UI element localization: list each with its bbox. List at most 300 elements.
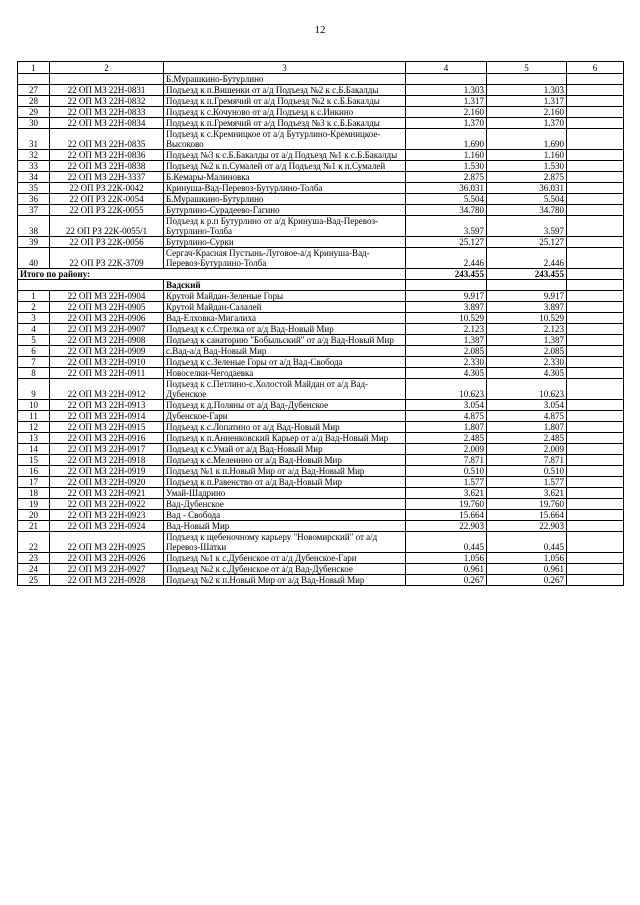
length-col4: 1.370	[406, 118, 487, 129]
table-row	[18, 85, 624, 96]
road-id-code: 22 ОП РЗ 22К-0055	[50, 205, 164, 216]
district-total-row	[18, 269, 624, 280]
table-row	[18, 379, 624, 400]
row-number: 3	[18, 313, 50, 324]
length-col5: 5.504	[487, 194, 567, 205]
row-number: 16	[18, 466, 50, 477]
length-col5: 2.123	[487, 324, 567, 335]
length-col5: 1.303	[487, 85, 567, 96]
length-col6	[567, 444, 624, 455]
road-name: Подъезд к с.Петлино-с.Холостой Майдан от а/д Вад-Дубенское	[164, 379, 406, 400]
road-id-code: 22 ОП МЗ 22Н-0910	[50, 357, 164, 368]
row-number: 37	[18, 205, 50, 216]
road-name: Подъезд к с.Зеленые Горы от а/д Вад-Свобода	[164, 357, 406, 368]
length-col4: 1.056	[406, 553, 487, 564]
length-col6	[567, 107, 624, 118]
length-col4: 1.530	[406, 161, 487, 172]
total-value-col5: 243.455	[487, 269, 567, 280]
table-row	[18, 107, 624, 118]
length-col5: 2.009	[487, 444, 567, 455]
row-number: 22	[18, 532, 50, 553]
length-col6	[567, 313, 624, 324]
total-value-col6	[567, 269, 624, 280]
row-number: 15	[18, 455, 50, 466]
page-number: 12	[314, 24, 326, 36]
row-number: 12	[18, 422, 50, 433]
road-name: Кринуша-Вад-Перевоз-Бутурлино-Толба	[164, 183, 406, 194]
length-col4: 2.330	[406, 357, 487, 368]
length-col4: 1.387	[406, 335, 487, 346]
length-col6	[567, 433, 624, 444]
length-col6	[567, 96, 624, 107]
road-name: Подъезд к д.Поляны от а/д Вад-Дубенское	[164, 400, 406, 411]
length-col5: 10.623	[487, 379, 567, 400]
length-col4: 1.160	[406, 150, 487, 161]
road-name: Подъезд к р.п Бутурлино от а/д Кринуша-Вад-Перевоз-Бутурлино-Толба	[164, 216, 406, 237]
length-col5: 3.897	[487, 302, 567, 313]
table-row	[18, 291, 624, 302]
length-col6	[567, 455, 624, 466]
road-id-code: 22 ОП МЗ 22Н-0917	[50, 444, 164, 455]
road-id-code: 22 ОП МЗ 22Н-0918	[50, 455, 164, 466]
road-name: Крутой Майдан-Салалей	[164, 302, 406, 313]
row-number: 30	[18, 118, 50, 129]
row-number: 28	[18, 96, 50, 107]
road-id-code: 22 ОП МЗ 22Н-3337	[50, 172, 164, 183]
length-col5: 4.305	[487, 368, 567, 379]
length-col4: 22.903	[406, 521, 487, 532]
district-blank-cell	[18, 280, 164, 291]
length-col5: 1.387	[487, 335, 567, 346]
length-col6	[567, 422, 624, 433]
district-header-row	[18, 280, 624, 291]
row-number: 17	[18, 477, 50, 488]
length-col4: 7.871	[406, 455, 487, 466]
row-number: 27	[18, 85, 50, 96]
length-col6	[567, 346, 624, 357]
table-row	[18, 335, 624, 346]
length-col4: 0.445	[406, 532, 487, 553]
district-blank-cell	[406, 280, 487, 291]
road-id-code: 22 ОП МЗ 22Н-0919	[50, 466, 164, 477]
length-col5: 0.445	[487, 532, 567, 553]
road-name: Б.Кемары-Малиновка	[164, 172, 406, 183]
length-col4: 1.807	[406, 422, 487, 433]
column-number-2: 2	[50, 62, 164, 74]
table-row	[18, 129, 624, 150]
table-row	[18, 216, 624, 237]
column-number-1: 1	[18, 62, 50, 74]
table-row	[18, 575, 624, 586]
table-row	[18, 532, 624, 553]
row-number: 7	[18, 357, 50, 368]
row-number: 14	[18, 444, 50, 455]
length-col4: 2.160	[406, 107, 487, 118]
row-number: 8	[18, 368, 50, 379]
road-id-code: 22 ОП МЗ 22Н-0916	[50, 433, 164, 444]
row-number: 20	[18, 510, 50, 521]
length-col4: 1.317	[406, 96, 487, 107]
road-id-code: 22 ОП МЗ 22Н-0911	[50, 368, 164, 379]
length-col5: 2.085	[487, 346, 567, 357]
table-row	[18, 172, 624, 183]
length-col5: 22.903	[487, 521, 567, 532]
table-row	[18, 564, 624, 575]
length-col5: 2.875	[487, 172, 567, 183]
road-id-code: 22 ОП МЗ 22Н-0838	[50, 161, 164, 172]
length-col5: 1.160	[487, 150, 567, 161]
length-col4: 4.305	[406, 368, 487, 379]
district-name: Вадский	[164, 280, 406, 291]
road-id-code: 22 ОП РЗ 22К-3709	[50, 248, 164, 269]
table-row	[18, 161, 624, 172]
road-name: Подъезд к п.Анненковский Карьер от а/д Вад-Новый Мир	[164, 433, 406, 444]
length-col4: 3.597	[406, 216, 487, 237]
length-col6	[567, 205, 624, 216]
length-col6	[567, 237, 624, 248]
table-row	[18, 477, 624, 488]
length-col5: 2.330	[487, 357, 567, 368]
length-col6	[567, 466, 624, 477]
length-col6	[567, 499, 624, 510]
length-col4: 3.897	[406, 302, 487, 313]
table-row	[18, 346, 624, 357]
row-number: 31	[18, 129, 50, 150]
road-id-code: 22 ОП РЗ 22К-0054	[50, 194, 164, 205]
length-col4: 0.267	[406, 575, 487, 586]
road-name: Подъезд №1 к п.Новый Мир от а/д Вад-Новый Мир	[164, 466, 406, 477]
row-number: 2	[18, 302, 50, 313]
row-number: 4	[18, 324, 50, 335]
road-id-code: 22 ОП МЗ 22Н-0836	[50, 150, 164, 161]
road-id-code: 22 ОП МЗ 22Н-0905	[50, 302, 164, 313]
length-col6	[567, 368, 624, 379]
table-row	[18, 74, 624, 85]
length-col4: 0.510	[406, 466, 487, 477]
table-row	[18, 248, 624, 269]
row-number: 6	[18, 346, 50, 357]
road-id-code: 22 ОП МЗ 22Н-0833	[50, 107, 164, 118]
length-col4	[406, 74, 487, 85]
table-row	[18, 368, 624, 379]
column-number-3: 3	[164, 62, 406, 74]
road-id-code: 22 ОП МЗ 22Н-0914	[50, 411, 164, 422]
road-id-code: 22 ОП МЗ 22Н-0926	[50, 553, 164, 564]
road-name: Подъезд к п.Вишенки от а/д Подъезд №2 к с.Б.Бакалды	[164, 85, 406, 96]
column-number-4: 4	[406, 62, 487, 74]
length-col6	[567, 150, 624, 161]
road-name: Подъезд к с.Кочуново от а/д Подъезд к с.Инкино	[164, 107, 406, 118]
length-col6	[567, 564, 624, 575]
roads-table	[17, 61, 624, 586]
road-id-code: 22 ОП МЗ 22Н-0920	[50, 477, 164, 488]
length-col4: 15.664	[406, 510, 487, 521]
length-col6	[567, 488, 624, 499]
table-row	[18, 444, 624, 455]
road-name: Новоселки-Чегодаевка	[164, 368, 406, 379]
length-col5: 36.031	[487, 183, 567, 194]
row-number: 40	[18, 248, 50, 269]
length-col6	[567, 532, 624, 553]
total-value-col4: 243.455	[406, 269, 487, 280]
road-id-code: 22 ОП МЗ 22Н-0924	[50, 521, 164, 532]
length-col6	[567, 575, 624, 586]
road-name: Б.Мурашкино-Бутурлино	[164, 74, 406, 85]
table-row	[18, 183, 624, 194]
length-col6	[567, 379, 624, 400]
road-id-code: 22 ОП МЗ 22Н-0908	[50, 335, 164, 346]
length-col4: 1.690	[406, 129, 487, 150]
length-col4: 4.875	[406, 411, 487, 422]
roads-table-body	[18, 62, 624, 586]
road-id-code: 22 ОП МЗ 22Н-0922	[50, 499, 164, 510]
length-col4: 0.961	[406, 564, 487, 575]
length-col6	[567, 216, 624, 237]
length-col4: 34.780	[406, 205, 487, 216]
column-number-5: 5	[487, 62, 567, 74]
row-number: 25	[18, 575, 50, 586]
length-col4: 3.054	[406, 400, 487, 411]
road-name: Вад-Елховка-Мигалиха	[164, 313, 406, 324]
row-number: 13	[18, 433, 50, 444]
row-number: 21	[18, 521, 50, 532]
length-col4: 36.031	[406, 183, 487, 194]
length-col4: 10.623	[406, 379, 487, 400]
length-col6	[567, 357, 624, 368]
road-name: Подъезд к с.Стрелка от а/д Вад-Новый Мир	[164, 324, 406, 335]
road-name: Вад - Свобода	[164, 510, 406, 521]
length-col4: 19.760	[406, 499, 487, 510]
road-name: Вад-Новый Мир	[164, 521, 406, 532]
length-col5: 1.690	[487, 129, 567, 150]
table-row	[18, 433, 624, 444]
row-number: 10	[18, 400, 50, 411]
length-col6	[567, 129, 624, 150]
length-col5: 10.529	[487, 313, 567, 324]
road-name: Подъезд к с.Кремницкое от а/д Бутурлино-Кремницкое-Высоково	[164, 129, 406, 150]
length-col5: 0.510	[487, 466, 567, 477]
row-number: 5	[18, 335, 50, 346]
row-number: 36	[18, 194, 50, 205]
length-col6	[567, 74, 624, 85]
row-number: 35	[18, 183, 50, 194]
road-id-code: 22 ОП МЗ 22Н-0904	[50, 291, 164, 302]
table-row	[18, 411, 624, 422]
length-col6	[567, 521, 624, 532]
length-col6	[567, 324, 624, 335]
table-row	[18, 205, 624, 216]
road-id-code: 22 ОП РЗ 22К-0055/1	[50, 216, 164, 237]
length-col5: 2.446	[487, 248, 567, 269]
row-number: 11	[18, 411, 50, 422]
road-id-code: 22 ОП МЗ 22Н-0832	[50, 96, 164, 107]
length-col5: 7.871	[487, 455, 567, 466]
length-col5: 9.917	[487, 291, 567, 302]
road-id-code: 22 ОП РЗ 22К-0042	[50, 183, 164, 194]
length-col4: 1.303	[406, 85, 487, 96]
length-col5: 1.577	[487, 477, 567, 488]
length-col4: 2.446	[406, 248, 487, 269]
road-name: Подъезд к п.Гремячий от а/д Подъезд №2 к с.Б.Бакалды	[164, 96, 406, 107]
road-id-code: 22 ОП МЗ 22Н-0923	[50, 510, 164, 521]
row-number: 23	[18, 553, 50, 564]
district-blank-cell	[487, 280, 567, 291]
road-name: Сергач-Красная Пустынь-Луговое-а/д Кринуша-Вад-Перевоз-Бутурлино-Толба	[164, 248, 406, 269]
length-col5: 0.961	[487, 564, 567, 575]
row-number: 39	[18, 237, 50, 248]
length-col6	[567, 291, 624, 302]
length-col5: 1.370	[487, 118, 567, 129]
length-col4: 2.123	[406, 324, 487, 335]
length-col4: 9.917	[406, 291, 487, 302]
table-row	[18, 499, 624, 510]
road-id-code: 22 ОП МЗ 22Н-0835	[50, 129, 164, 150]
road-name: Подъезд к с.Лопатино от а/д Вад-Новый Мир	[164, 422, 406, 433]
road-name: Вад-Дубенское	[164, 499, 406, 510]
length-col6	[567, 172, 624, 183]
length-col6	[567, 411, 624, 422]
road-name: с.Вад-а/д Вад-Новый Мир	[164, 346, 406, 357]
length-col5: 19.760	[487, 499, 567, 510]
table-row	[18, 455, 624, 466]
length-col5: 0.267	[487, 575, 567, 586]
length-col6	[567, 248, 624, 269]
length-col5: 3.054	[487, 400, 567, 411]
row-number: 29	[18, 107, 50, 118]
column-number-row	[18, 62, 624, 74]
road-id-code: 22 ОП МЗ 22Н-0907	[50, 324, 164, 335]
length-col6	[567, 335, 624, 346]
length-col4: 25.127	[406, 237, 487, 248]
road-name: Умай-Шадрино	[164, 488, 406, 499]
table-row	[18, 510, 624, 521]
row-number: 19	[18, 499, 50, 510]
length-col6	[567, 553, 624, 564]
length-col5: 1.807	[487, 422, 567, 433]
length-col4: 3.621	[406, 488, 487, 499]
length-col4: 2.875	[406, 172, 487, 183]
length-col6	[567, 161, 624, 172]
length-col6	[567, 85, 624, 96]
row-number: 18	[18, 488, 50, 499]
length-col5: 4.875	[487, 411, 567, 422]
road-name: Бутурлино-Сурки	[164, 237, 406, 248]
length-col5	[487, 74, 567, 85]
road-id-code: 22 ОП МЗ 22Н-0925	[50, 532, 164, 553]
length-col5: 3.621	[487, 488, 567, 499]
table-row	[18, 194, 624, 205]
length-col6	[567, 400, 624, 411]
row-number: 32	[18, 150, 50, 161]
length-col6	[567, 183, 624, 194]
length-col4: 2.085	[406, 346, 487, 357]
road-name: Подъезд к щебеночному карьеру "Новомирский" от а/д Перевоз-Шатки	[164, 532, 406, 553]
road-name: Подъезд к п.Равенство от а/д Вад-Новый Мир	[164, 477, 406, 488]
length-col4: 2.009	[406, 444, 487, 455]
road-name: Подъезд к с.Умай от а/д Вад-Новый Мир	[164, 444, 406, 455]
row-number: 1	[18, 291, 50, 302]
table-row	[18, 521, 624, 532]
table-row	[18, 357, 624, 368]
table-row	[18, 324, 624, 335]
road-id-code: 22 ОП МЗ 22Н-0928	[50, 575, 164, 586]
length-col5: 1.530	[487, 161, 567, 172]
length-col5: 1.317	[487, 96, 567, 107]
table-row	[18, 96, 624, 107]
road-id-code: 22 ОП МЗ 22Н-0831	[50, 85, 164, 96]
road-id-code: 22 ОП МЗ 22Н-0912	[50, 379, 164, 400]
road-name: Подъезд к п.Гремячий от а/д Подъезд №3 к с.Б.Бакалды	[164, 118, 406, 129]
length-col6	[567, 302, 624, 313]
length-col5: 3.597	[487, 216, 567, 237]
row-number: 24	[18, 564, 50, 575]
road-id-code: 22 ОП РЗ 22К-0056	[50, 237, 164, 248]
table-row	[18, 302, 624, 313]
table-row	[18, 553, 624, 564]
road-name: Подъезд №2 к п.Новый Мир от а/д Вад-Новый Мир	[164, 575, 406, 586]
length-col4: 1.577	[406, 477, 487, 488]
length-col4: 10.529	[406, 313, 487, 324]
road-name: Дубенское-Гари	[164, 411, 406, 422]
length-col5: 34.780	[487, 205, 567, 216]
road-name: Подъезд к с.Мелеинно от а/д Вад-Новый Мир	[164, 455, 406, 466]
road-id-code: 22 ОП МЗ 22Н-0921	[50, 488, 164, 499]
district-blank-cell	[567, 280, 624, 291]
table-row	[18, 422, 624, 433]
length-col5: 2.160	[487, 107, 567, 118]
length-col5: 15.664	[487, 510, 567, 521]
table-row	[18, 400, 624, 411]
table-row	[18, 150, 624, 161]
column-number-6: 6	[567, 62, 624, 74]
row-number	[18, 74, 50, 85]
road-name: Крутой Майдан-Зеленые Горы	[164, 291, 406, 302]
row-number: 34	[18, 172, 50, 183]
road-name: Подъезд №1 к с.Дубенское от а/д Дубенское-Гари	[164, 553, 406, 564]
length-col6	[567, 477, 624, 488]
row-number: 33	[18, 161, 50, 172]
table-row	[18, 313, 624, 324]
row-number: 9	[18, 379, 50, 400]
road-id-code: 22 ОП МЗ 22Н-0909	[50, 346, 164, 357]
length-col5: 2.485	[487, 433, 567, 444]
table-row	[18, 237, 624, 248]
road-name: Бутурлино-Сурадеево-Гагино	[164, 205, 406, 216]
length-col5: 1.056	[487, 553, 567, 564]
road-id-code	[50, 74, 164, 85]
total-label: Итого по району:	[18, 269, 406, 280]
road-name: Подъезд №2 к п.Сумалей от а/д Подъезд №1 к п.Сумалей	[164, 161, 406, 172]
table-row	[18, 466, 624, 477]
table-row	[18, 488, 624, 499]
road-name: Подъезд №2 к с.Дубенское от а/д Вад-Дубенское	[164, 564, 406, 575]
road-name: Б.Мурашкино-Бутурлино	[164, 194, 406, 205]
road-id-code: 22 ОП МЗ 22Н-0927	[50, 564, 164, 575]
road-id-code: 22 ОП МЗ 22Н-0915	[50, 422, 164, 433]
road-id-code: 22 ОП МЗ 22Н-0913	[50, 400, 164, 411]
table-row	[18, 118, 624, 129]
road-name: Подъезд №3 к с.Б.Бакалды от а/д Подъезд №1 к с.Б.Бакалды	[164, 150, 406, 161]
road-name: Подъезд к санаторию "Бобыльский" от а/д Вад-Новый Мир	[164, 335, 406, 346]
road-id-code: 22 ОП МЗ 22Н-0906	[50, 313, 164, 324]
length-col5: 25.127	[487, 237, 567, 248]
row-number: 38	[18, 216, 50, 237]
length-col6	[567, 510, 624, 521]
length-col6	[567, 118, 624, 129]
length-col6	[567, 194, 624, 205]
length-col4: 2.485	[406, 433, 487, 444]
road-id-code: 22 ОП МЗ 22Н-0834	[50, 118, 164, 129]
